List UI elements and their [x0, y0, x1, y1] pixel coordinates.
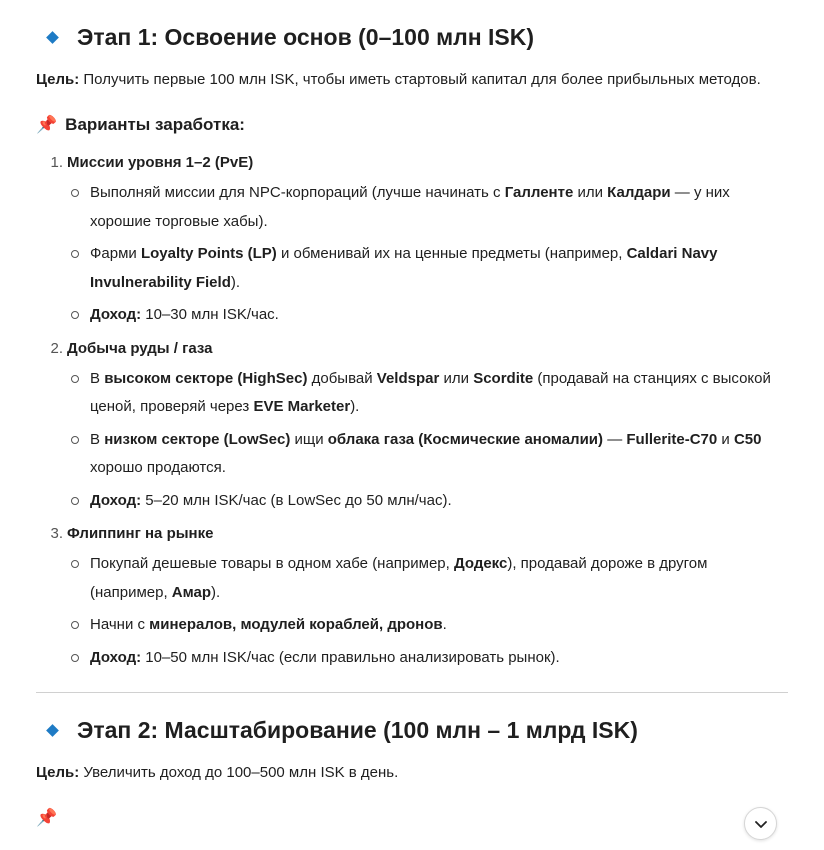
text: (продавай на станциях с высокой ценой, проверяй через: [90, 369, 771, 415]
chevron-down-icon: [753, 816, 769, 832]
option-heading: [36, 338, 788, 360]
text: 10–30 млн ISK/час.: [141, 306, 279, 323]
option-details-list: [36, 179, 788, 330]
pushpin-icon: 📌: [36, 115, 58, 134]
detail-item: [36, 240, 788, 297]
options-title: Варианты заработка:: [65, 115, 245, 134]
detail-item: [36, 365, 788, 422]
bold-text: Доход:: [90, 306, 142, 323]
text: ищи: [290, 430, 328, 448]
bold-text: Амар: [171, 583, 212, 601]
text: ).: [230, 273, 241, 291]
detail-item: [36, 644, 788, 673]
bold-text: Scordite: [473, 369, 534, 387]
option-number: 2.: [50, 339, 63, 357]
circle-bullet-icon: [71, 436, 79, 444]
stage1-goal: [36, 66, 788, 94]
goal-text: Увеличить доход до 100–500 млн ISK в день.: [79, 764, 399, 781]
text: 5–20 млн ISK/час (в LowSec до 50 млн/час).: [141, 491, 452, 509]
option-heading: [36, 152, 788, 174]
scroll-down-button[interactable]: [744, 807, 777, 840]
chat-response: [36, 0, 788, 831]
text: —: [603, 430, 627, 448]
option-details-list: [36, 550, 788, 672]
earning-options-list: [36, 152, 788, 680]
goal-text: Получить первые 100 млн ISK, чтобы иметь стартовый капитал для более прибыльных методов.: [79, 71, 761, 88]
text: ), продавай дороже в другом (например,: [90, 555, 708, 601]
text: Начни с: [90, 616, 150, 633]
option-title: Добыча руды / газа: [67, 339, 213, 357]
text: Выполняй миссии для NPC-корпораций (лучше начинать с: [90, 184, 505, 201]
detail-item: [36, 179, 788, 236]
option-title: Миссии уровня 1–2 (PvE): [67, 154, 254, 171]
circle-bullet-icon: [71, 311, 79, 319]
text: В: [90, 430, 105, 448]
earning-option-item: [36, 523, 788, 680]
bold-text: EVE Marketer: [253, 398, 351, 415]
bold-text: Калдари: [607, 184, 671, 201]
option-title: Флиппинг на рынке: [67, 525, 214, 542]
bold-text: Доход:: [90, 648, 142, 666]
circle-bullet-icon: [71, 250, 79, 258]
stage2-goal: [36, 759, 788, 787]
bold-text: Доход:: [90, 491, 142, 509]
text: Фарми: [90, 245, 141, 262]
bold-text: Veldspar: [376, 369, 440, 387]
detail-item: [36, 426, 788, 483]
text: добывай: [307, 369, 377, 387]
text: ).: [350, 398, 360, 415]
text: и: [717, 430, 734, 448]
circle-bullet-icon: [71, 654, 79, 662]
text: или: [439, 369, 474, 387]
detail-item: [36, 550, 788, 607]
text: Покупай дешевые товары в одном хабе (например,: [90, 555, 454, 572]
earning-option-item: [36, 152, 788, 338]
text: — у них хорошие торговые хабы).: [90, 184, 730, 230]
text: 10–50 млн ISK/час (если правильно анализировать рынок).: [141, 648, 560, 666]
bold-text: высоком секторе (HighSec): [104, 369, 308, 387]
text: В: [90, 369, 105, 387]
circle-bullet-icon: [71, 497, 79, 505]
bold-text: Loyalty Points (LP): [140, 245, 277, 262]
bold-text: Додекс: [453, 555, 508, 572]
bold-text: низком секторе (LowSec): [104, 430, 291, 448]
circle-bullet-icon: [71, 621, 79, 629]
diamond-icon: [46, 724, 59, 737]
detail-item: [36, 487, 788, 516]
stage1-heading: [36, 20, 788, 54]
bold-text: Галленте: [504, 184, 574, 201]
detail-item: [36, 611, 788, 640]
text: ).: [211, 583, 221, 601]
options-heading: [36, 112, 788, 138]
text: или: [573, 184, 608, 201]
option-heading: [36, 523, 788, 545]
bold-text: облака газа (Космические аномалии): [327, 430, 604, 448]
circle-bullet-icon: [71, 375, 79, 383]
text: .: [442, 616, 447, 633]
option-details-list: [36, 365, 788, 516]
earning-option-item: [36, 338, 788, 524]
detail-item: [36, 301, 788, 330]
options-heading-2: [36, 805, 788, 831]
diamond-icon: [46, 31, 59, 44]
bold-text: Fullerite-C70: [626, 430, 718, 448]
stage2-heading: [36, 713, 788, 747]
stage1-title: Этап 1: Освоение основ (0–100 млн ISK): [77, 23, 535, 50]
text: и обменивай их на ценные предметы (например,: [276, 245, 627, 262]
circle-bullet-icon: [71, 189, 79, 197]
option-number: 1.: [50, 154, 63, 171]
option-number: 3.: [50, 525, 63, 542]
circle-bullet-icon: [71, 560, 79, 568]
text: хорошо продаются.: [90, 459, 226, 476]
bold-text: C50: [733, 430, 762, 448]
bold-text: Caldari Navy Invulnerability Field: [90, 245, 718, 291]
pushpin-icon: 📌: [36, 808, 58, 827]
bold-text: минералов, модулей кораблей, дронов: [149, 616, 443, 633]
stage2-title: Этап 2: Масштабирование (100 млн – 1 млрд ISK): [77, 716, 638, 743]
goal-label: Цель:: [36, 764, 80, 781]
goal-label: Цель:: [36, 71, 80, 88]
